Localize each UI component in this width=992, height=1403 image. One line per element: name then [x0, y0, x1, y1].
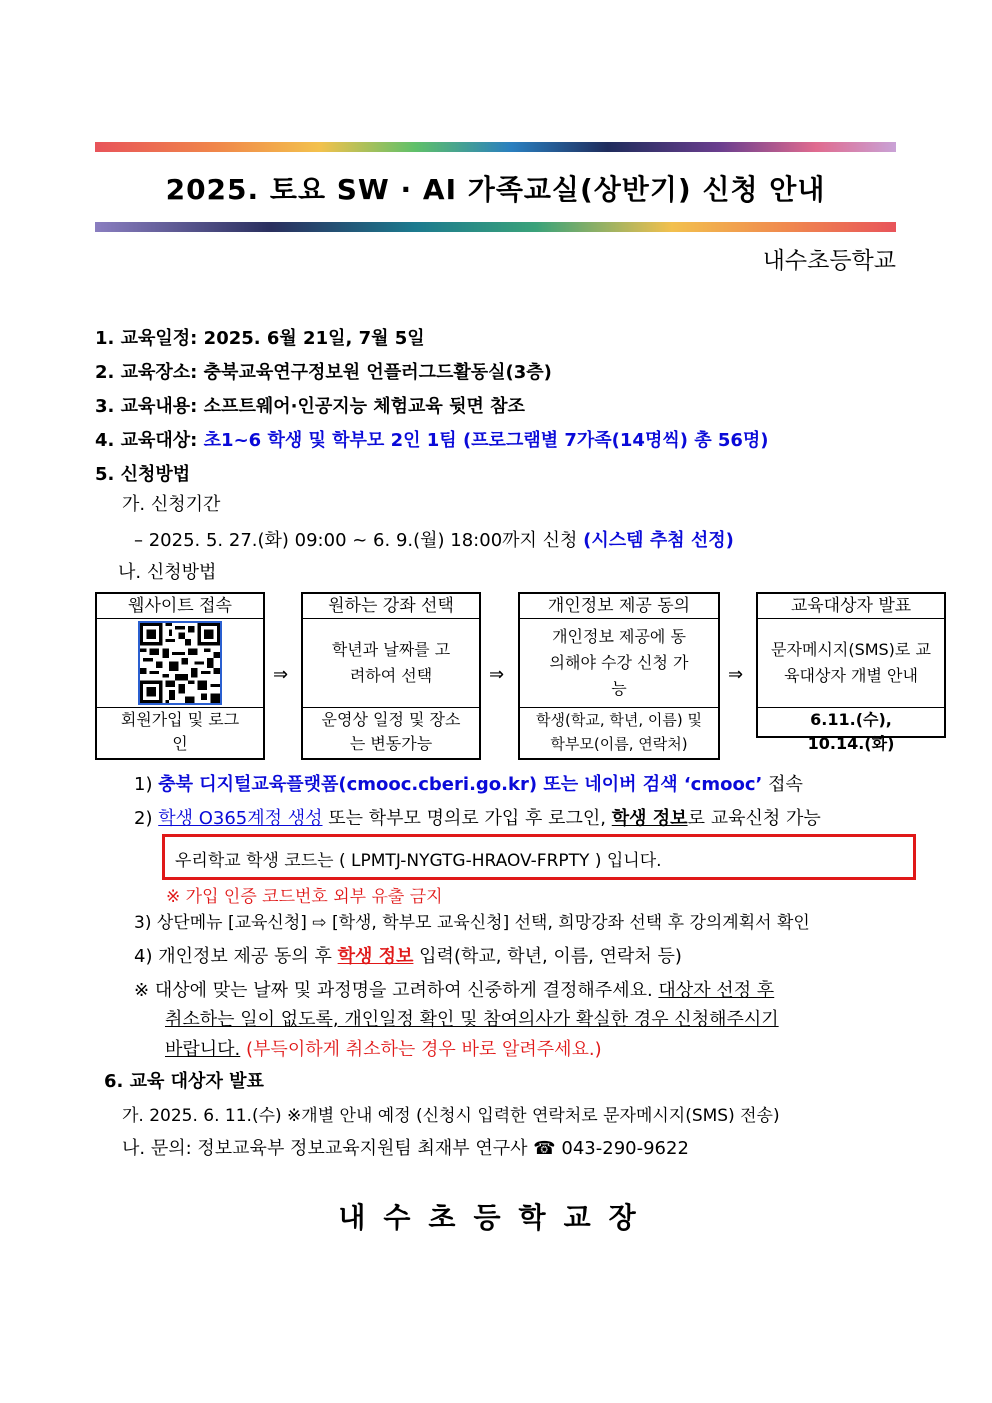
note-line-2: 취소하는 일이 없도록, 개인일정 확인 및 참여의사가 확실한 경우 신청해주시기 — [165, 1009, 779, 1030]
announcement-date: 가. 2025. 6. 11.(수) ※개별 안내 예정 (신청시 입력한 연락처로 문자메시지(SMS) 전송) — [122, 1106, 780, 1126]
contact-info: 나. 문의: 정보교육부 정보교육지원팀 최재부 연구사 ☎ 043-290-9622 — [122, 1138, 689, 1159]
step-box-course — [301, 592, 481, 760]
page-title: 2025. 토요 SW · AI 가족교실(상반기) 신청 안내 — [165, 173, 826, 206]
instruction-4: 4) 개인정보 제공 동의 후 학생 정보 입력(학교, 학년, 이름, 연락처 등) — [134, 946, 682, 967]
item-location: 2. 교육장소: 충북교육연구정보원 언플러그드활동실(3층) — [95, 362, 552, 383]
qr-code-icon[interactable] — [138, 621, 222, 705]
double-right-arrow-icon: ⇒ — [273, 664, 289, 685]
instruction-2: 2) 학생 O365계정 생성 또는 학부모 명의로 가입 후 로그인, 학생 정보로 교육신청 가능 — [134, 808, 821, 829]
bottom-color-bar — [95, 222, 896, 232]
step-head: 웹사이트 접속 — [97, 594, 263, 619]
sub-period-heading: 가. 신청기간 — [122, 494, 221, 515]
step-body: 학년과 날짜를 고려하여 선택 — [303, 619, 479, 708]
qr-area — [97, 619, 263, 708]
item-method: 5. 신청방법 — [95, 464, 191, 485]
school-code-text: 우리학교 학생 코드는 ( LPMTJ-NYGTG-HRAOV-FRPTY ) 입니다. — [175, 851, 662, 871]
student-info-red: 학생 정보 — [337, 946, 414, 967]
double-right-arrow-icon: ⇒ — [728, 664, 744, 685]
step-head: 개인정보 제공 동의 — [520, 594, 718, 619]
section6-title: 6. 교육 대상자 발표 — [104, 1071, 264, 1092]
item-target: 4. 교육대상: 초1~6 학생 및 학부모 2인 1팀 (프로그램별 7가족(14명씩) 총 56명) — [95, 430, 769, 451]
student-info-emphasis: 학생 정보 — [611, 808, 688, 829]
step-box-announce — [756, 592, 946, 753]
application-period: – 2025. 5. 27.(화) 09:00 ~ 6. 9.(월) 18:00까지 신청 (시스템 추첨 선정) — [134, 530, 734, 551]
item-schedule: 1. 교육일정: 2025. 6월 21일, 7월 5일 — [95, 328, 425, 349]
period-note: (시스템 추첨 선정) — [583, 530, 734, 551]
target-value: 초1~6 학생 및 학부모 2인 1팀 (프로그램별 7가족(14명씩) 총 56명) — [203, 430, 769, 451]
note-line-3: 바랍니다. (부득이하게 취소하는 경우 바로 알려주세요.) — [165, 1039, 602, 1060]
top-color-bar — [95, 142, 896, 152]
step-foot: 학생(학교, 학년, 이름) 및 학부모(이름, 연락처) — [536, 711, 702, 753]
step-foot: 6.11.(수), 10.14.(화) — [807, 710, 895, 753]
step-body: 문자메시지(SMS)로 교육대상자 개별 안내 — [758, 619, 944, 708]
item-content: 3. 교육내용: 소프트웨어·인공지능 체험교육 뒷면 참조 — [95, 396, 525, 417]
platform-link[interactable]: 충북 디지털교육플랫폼(cmooc.cberi.go.kr) 또는 네이버 검색 ‘cmooc’ — [158, 774, 763, 795]
note-line-1: ※ 대상에 맞는 날짜 및 과정명을 고려하여 신중하게 결정해주세요. 대상자 선정 후 — [134, 980, 775, 1001]
school-name: 내수초등학교 — [762, 248, 896, 274]
step-head: 원하는 강좌 선택 — [303, 594, 479, 619]
principal-signature: 내수초등학교장 — [338, 1201, 654, 1234]
sub-method-heading: 나. 신청방법 — [118, 562, 217, 583]
step-foot: 운영상 일정 및 장소는 변동가능 — [321, 710, 461, 753]
cancel-notice: (부득이하게 취소하는 경우 바로 알려주세요.) — [246, 1039, 602, 1060]
step-foot: 회원가입 및 로그인 — [120, 710, 240, 753]
step-box-consent — [518, 592, 720, 760]
step-head: 교육대상자 발표 — [758, 594, 944, 619]
code-warning: ※ 가입 인증 코드번호 외부 유출 금지 — [166, 887, 443, 907]
instruction-1: 1) 충북 디지털교육플랫폼(cmooc.cberi.go.kr) 또는 네이버 검색 ‘cmooc’ 접속 — [134, 774, 803, 795]
step-box-website — [95, 592, 265, 760]
double-right-arrow-icon: ⇒ — [489, 664, 505, 685]
o365-account-link[interactable]: 학생 O365계정 생성 — [158, 808, 323, 829]
school-code-box — [162, 834, 916, 880]
step-body: 개인정보 제공에 동의해야 수강 신청 가능 — [520, 619, 718, 708]
instruction-3: 3) 상단메뉴 [교육신청] ⇨ [학생, 학부모 교육신청] 선택, 희망강좌 선택 후 강의계획서 확인 — [134, 913, 810, 933]
